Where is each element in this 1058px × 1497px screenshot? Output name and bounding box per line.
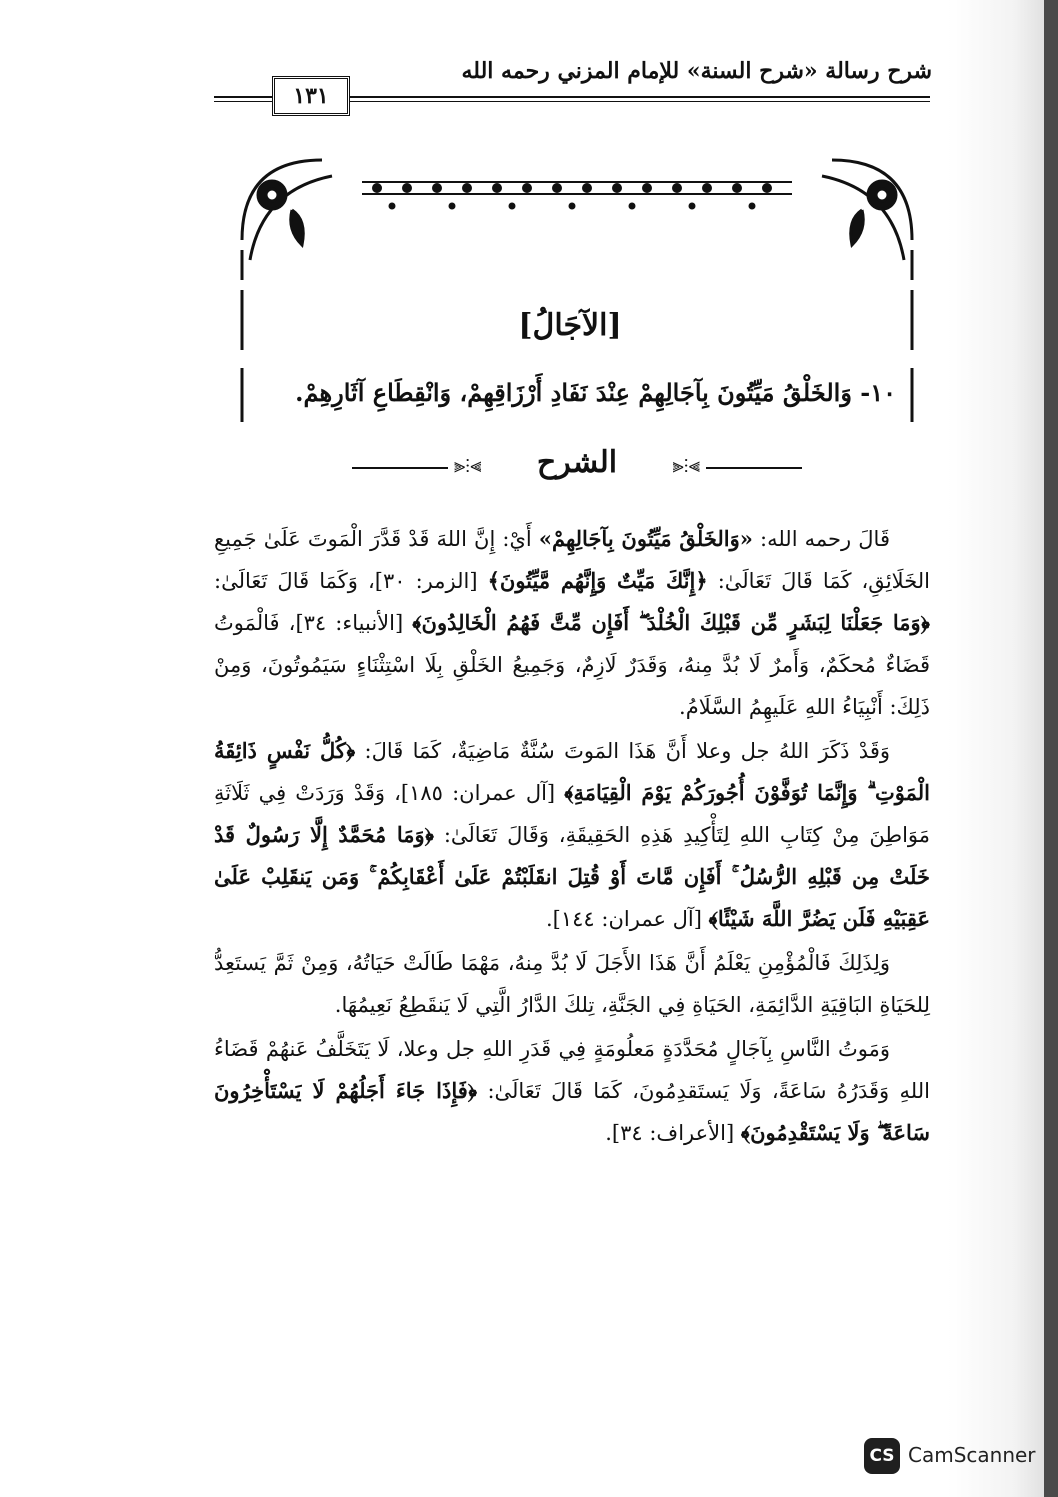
- p1-verse-2: ﴿وَمَا جَعَلْنَا لِبَشَرٍ مِّن قَبْلِكَ الْخُلْدَ ۖ أَفَإِن مِّتَّ فَهُمُ الْخَالِدُونَ﴾: [412, 610, 930, 635]
- top-band-ornament: [362, 182, 792, 209]
- sharh-heading: [352, 445, 802, 489]
- p2-ref-2: [آل عمران: ١٤٤]: [552, 907, 709, 931]
- camscanner-brand: CamScanner: [908, 1443, 1036, 1467]
- sharh-label: الشرح: [536, 445, 618, 480]
- paragraph-1: [214, 518, 930, 728]
- sharh-rule-left: [352, 467, 448, 469]
- matn-item-10: ١٠- وَالخَلْقُ مَيِّتُونَ بِآجَالِهِمْ عِنْدَ نَفَادِ أَرْزَاقِهِمْ، وَانْقِطَاعِ آثَارِهِمْ.: [295, 378, 896, 407]
- p1-text-c: ، وَكَمَا قَالَ تَعَالَىٰ:: [214, 569, 375, 593]
- sharh-rule-right: [706, 467, 802, 469]
- p4-ref: [الأعراف: ٣٤]: [611, 1121, 741, 1145]
- commentary-body: [214, 518, 930, 1156]
- page-edge-binding: [1044, 0, 1058, 1497]
- p2-ref-1: [آل عمران: ١٨٥]: [400, 781, 565, 805]
- page-edge-shadow: [948, 0, 1058, 1497]
- p2-verse-2: ﴿وَمَا مُحَمَّدٌ إِلَّا رَسُولٌ قَدْ خَلَتْ مِن قَبْلِهِ الرُّسُلُ ۚ أَفَإِن مَّاتَ أَوْ قُتِلَ انقَلَبْتُمْ عَلَىٰ أَعْقَابِكُمْ ۚ وَمَن يَنقَلِبْ عَلَىٰ عَقِبَيْهِ فَلَن يَضُرَّ اللَّهَ شَيْئًا﴾: [214, 822, 930, 931]
- camscanner-logo-icon: CS: [864, 1438, 900, 1474]
- p4-verse: ﴿فَإِذَا جَاءَ أَجَلُهُمْ لَا يَسْتَأْخِرُونَ سَاعَةً ۖ وَلَا يَسْتَقْدِمُونَ﴾: [214, 1078, 930, 1145]
- corner-ornament-right-icon: [822, 160, 912, 280]
- p1-matn-quote: «وَالخَلْقُ مَيِّتُونَ بِآجَالِهِمْ»: [538, 526, 753, 551]
- sharh-ornament-left-icon: ⫸⫶⫷: [454, 453, 482, 477]
- sharh-ornament-right-icon: ⫸⫶⫷: [672, 453, 700, 477]
- p4-text-a: وَمَوتُ النَّاسِ بِآجَالٍ مُحَدَّدَةٍ مَعلُومَةٍ فِي قَدَرِ اللهِ جل وعلا، لَا يَتَخَلَّفُ عَنهُمْ قَضَاءُ اللهِ وَقَدَرُهُ سَاعَةً، وَلَا يَستَقدِمُونَ، كَمَا قَالَ تَعَالَىٰ:: [214, 1037, 930, 1103]
- paragraph-2: [214, 730, 930, 940]
- p1-verse-1: ﴿إِنَّكَ مَيِّتٌ وَإِنَّهُم مَّيِّتُونَ﴾: [487, 568, 708, 593]
- section-title: [الآجَالُ]: [518, 308, 622, 343]
- p1-ref-2: [الأنبياء: ٣٤]: [295, 611, 413, 635]
- paragraph-4: [214, 1028, 930, 1154]
- running-header-title: شرح رسالة «شرح السنة» للإمام المزني رحمه الله: [461, 58, 932, 84]
- p2-verse-1: ﴿كُلُّ نَفْسٍ ذَائِقَةُ الْمَوْتِ ۗ وَإِنَّمَا تُوَفَّوْنَ أُجُورَكُمْ يَوْمَ الْقِيَامَةِ﴾: [214, 738, 930, 805]
- paragraph-3: وَلِذَلِكَ فَالْمُؤْمِنِ يَعْلَمُ أَنَّ هَذَا الأَجَلَ لَا بُدَّ مِنهُ، مَهْمَا طَالَتْ حَيَاتُهُ، وَمِنْ ثَمَّ يَستَعِدُّ لِلحَيَاةِ البَاقِيَةِ الدَّائِمَةِ، الحَيَاةِ فِي الجَنَّةِ، تِلكَ الدَّارُ الَّتِي لَا يَنقَطِعُ نَعِيمُهَا.: [214, 951, 930, 1017]
- p1-text-d: ، فَالْمَوتُ قَضَاءٌ مُحكَمٌ، وَأَمرٌ لَا بُدَّ مِنهُ، وَقَدَرٌ لَازِمٌ، وَجَمِيعُ الخَلْقِ بِلَا اسْتِثْنَاءٍ سَيَمُوتُونَ، وَمِنْ ذَلِكَ: أَنْبِيَاءُ اللهِ عَلَيهِمُ السَّلَامُ.: [214, 611, 930, 719]
- p1-ref-1: [الزمر: ٣٠]: [374, 569, 488, 593]
- p4-text-b: .: [605, 1121, 612, 1145]
- p1-text-a: قَالَ رحمه الله:: [752, 527, 890, 551]
- page-number: ١٣١: [272, 76, 350, 116]
- p2-text-b: ، وَقَدْ وَرَدَتْ فِي ثَلَاثَةِ مَوَاطِنَ مِنْ كِتَابِ اللهِ لِتَأْكِيدِ هَذِهِ الحَقِيقَةِ، وَقَالَ تَعَالَىٰ:: [214, 781, 930, 847]
- p2-text-c: .: [545, 907, 553, 931]
- corner-ornament-left-icon: [242, 160, 332, 280]
- p2-text-a: وَقَدْ ذَكَرَ اللهُ جل وعلا أَنَّ هَذَا المَوتَ سُنَّةٌ مَاضِيَةٌ، كَمَا قَالَ:: [355, 739, 890, 763]
- p1-text-b: أَيْ: إِنَّ اللهَ قَدْ قَدَّرَ الْمَوتَ عَلَىٰ جَمِيعِ الخَلَائِقِ، كَمَا قَالَ تَعَالَىٰ:: [214, 527, 930, 593]
